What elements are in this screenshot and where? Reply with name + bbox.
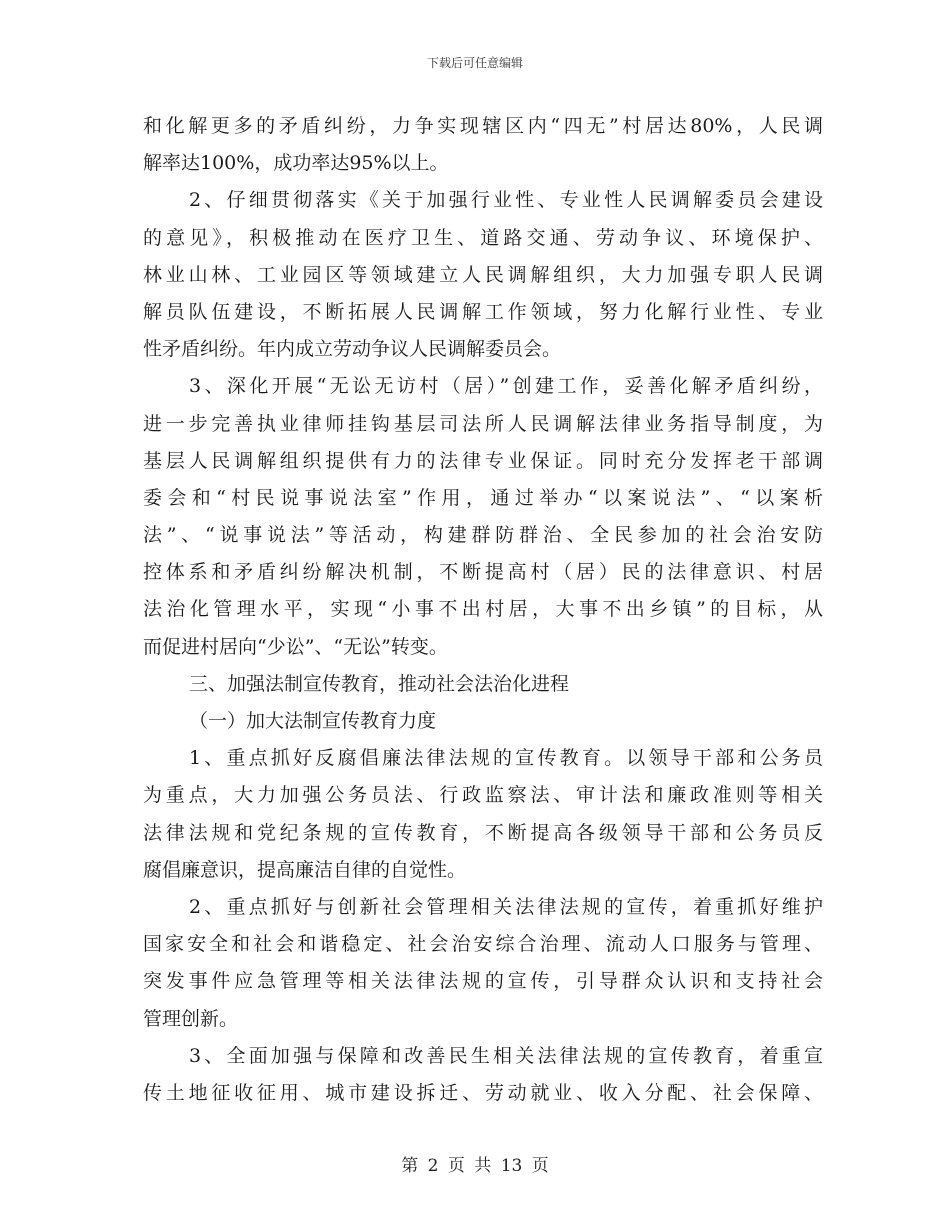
page-footer: 第 2 页 共 13 页 (401, 1156, 549, 1176)
text-line: 3、全面加强与保障和改善民生相关法律法规的宣传教育，着重宣 (189, 1044, 823, 1067)
document-body (143, 108, 823, 1112)
text-line: 1、重点抓好反腐倡廉法律法规的宣传教育。以领导干部和公务员 (189, 747, 823, 770)
text-line: 2、仔细贯彻落实《关于加强行业性、专业性人民调解委员会建设 (189, 189, 823, 212)
text-line: 三、加强法制宣传教育，推动社会法治化进程 (189, 672, 570, 695)
text-line: 为重点，大力加强公务员法、行政监察法、审计法和廉政准则等相关 (143, 784, 823, 807)
text-line: 的意见》，积极推动在医疗卫生、道路交通、劳动争议、环境保护、 (143, 226, 823, 249)
text-line: 法律法规和党纪条规的宣传教育，不断提高各级领导干部和公务员反 (143, 821, 823, 844)
text-line: （一）加大法制宣传教育力度 (189, 710, 437, 732)
text-line: 控体系和矛盾纠纷解决机制，不断提高村（居）民的法律意识、村居 (143, 561, 823, 584)
text-line: 和化解更多的矛盾纠纷，力争实现辖区内“四无”村居达80%，人民调 (143, 115, 823, 137)
text-line: 腐倡廉意识，提高廉洁自律的自觉性。 (143, 858, 467, 881)
text-line: 传土地征收征用、城市建设拆迁、劳动就业、收入分配、社会保障、 (143, 1081, 823, 1104)
text-line: 国家安全和社会和谐稳定、社会治安综合治理、流动人口服务与管理、 (143, 933, 823, 956)
text-line: 委会和“村民说事说法室”作用，通过举办“以案说法”、“以案析 (143, 486, 823, 509)
text-line: 解率达100%，成功率达95%以上。 (143, 152, 449, 175)
page-header: 下载后可任意编辑 (426, 56, 523, 70)
text-line: 性矛盾纠纷。年内成立劳动争议人民调解委员会。 (143, 338, 562, 361)
text-line: 进一步完善执业律师挂钩基层司法所人民调解法律业务指导制度，为 (143, 412, 823, 435)
text-line: 林业山林、工业园区等领域建立人民调解组织，大力加强专职人民调 (143, 263, 823, 286)
text-line: 基层人民调解组织提供有力的法律专业保证。同时充分发挥老干部调 (143, 449, 823, 472)
text-line: 法治化管理水平，实现“小事不出村居，大事不出乡镇”的目标，从 (143, 598, 823, 621)
text-line: 突发事件应急管理等相关法律法规的宣传，引导群众认识和支持社会 (143, 970, 823, 993)
text-line: 而促进村居向“少讼”、“无讼”转变。 (143, 635, 448, 658)
text-line: 法”、“说事说法”等活动，构建群防群治、全民参加的社会治安防 (143, 524, 823, 547)
text-line: 管理创新。 (143, 1007, 239, 1030)
text-line: 解员队伍建设，不断拓展人民调解工作领域，努力化解行业性、专业 (143, 300, 823, 323)
text-line: 3、深化开展“无讼无访村（居）”创建工作，妥善化解矛盾纠纷， (189, 375, 823, 398)
text-line: 2、重点抓好与创新社会管理相关法律法规的宣传，着重抓好维护 (189, 895, 823, 918)
